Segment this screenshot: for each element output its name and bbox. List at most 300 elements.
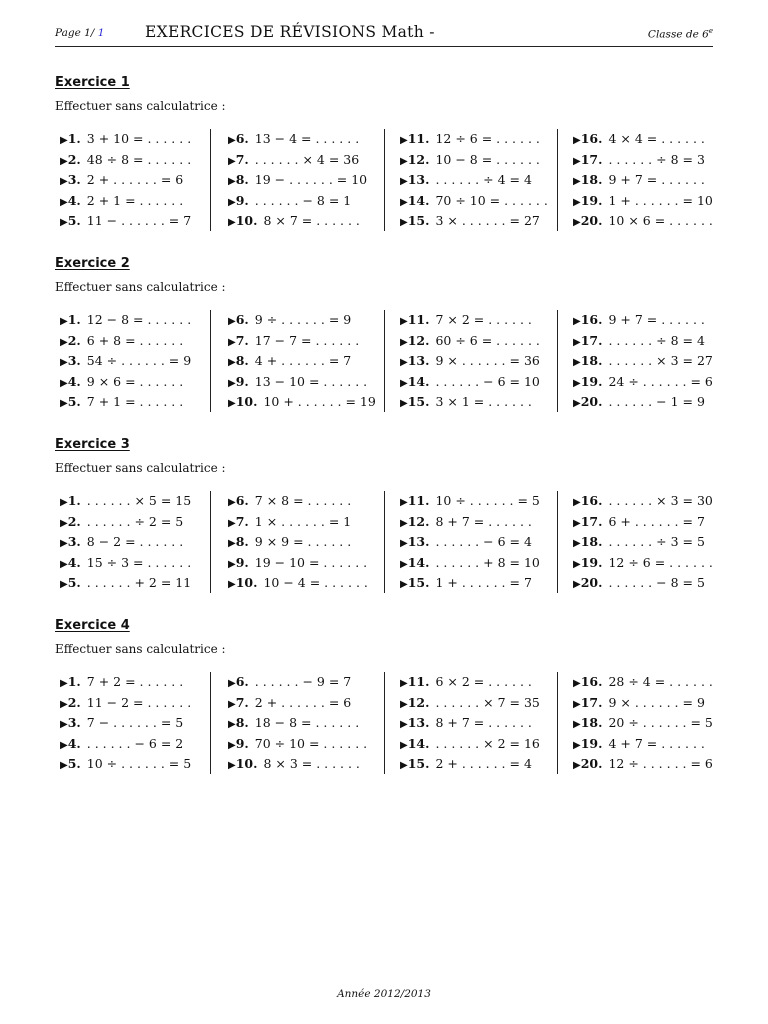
- exercise-item: [573, 532, 713, 553]
- item-number: [400, 353, 429, 368]
- item-number-text: 4.: [67, 192, 81, 208]
- exercise-item: [228, 672, 367, 693]
- triangle-bullet-icon: ▶: [60, 719, 68, 731]
- item-number: [573, 394, 602, 409]
- item-number-text: 10.: [235, 213, 258, 229]
- item-expression: 6 + . . . . . . = 7: [608, 513, 705, 529]
- item-expression: 8 × 7 = . . . . . .: [263, 213, 360, 229]
- exercise-item: [60, 512, 191, 533]
- item-expression: . . . . . . − 6 = 2: [86, 735, 184, 751]
- exercise-item: [400, 129, 548, 150]
- exercise-column: [60, 310, 191, 413]
- exercise-column: [557, 672, 713, 774]
- item-number: [400, 374, 429, 389]
- exercise-item: [60, 129, 191, 150]
- item-expression: 18 − 8 = . . . . . .: [254, 715, 360, 731]
- item-number-text: 3.: [67, 715, 81, 731]
- exercise-item: [573, 553, 713, 574]
- item-number: [228, 674, 249, 689]
- item-number-text: 20.: [580, 575, 603, 591]
- item-number: [400, 131, 429, 146]
- triangle-bullet-icon: ▶: [573, 678, 581, 689]
- item-expression: . . . . . . − 6 = 10: [435, 373, 540, 389]
- exercise-item: [400, 491, 540, 512]
- triangle-bullet-icon: ▶: [228, 678, 236, 689]
- item-expression: 1 + . . . . . . = 10: [608, 192, 713, 208]
- item-expression: . . . . . . ÷ 2 = 5: [86, 513, 184, 529]
- item-number-text: 12.: [407, 513, 430, 529]
- triangle-bullet-icon: ▶: [60, 398, 68, 410]
- item-number: [400, 193, 429, 208]
- item-number: [573, 213, 602, 228]
- item-number-text: 11.: [407, 674, 430, 689]
- item-number: [228, 213, 257, 228]
- triangle-bullet-icon: ▶: [60, 760, 68, 772]
- exercise-item: [573, 331, 713, 352]
- exercise-item: [228, 372, 376, 393]
- triangle-bullet-icon: ▶: [228, 357, 236, 369]
- item-number: [228, 131, 249, 146]
- item-expression: 2 + . . . . . . = 6: [254, 694, 352, 710]
- item-expression: 1 × . . . . . . = 1: [254, 513, 352, 529]
- exercise-block: [55, 436, 715, 595]
- exercise-item: [228, 512, 368, 533]
- exercise-item: [228, 211, 367, 232]
- item-expression: . . . . . . + 8 = 10: [435, 554, 540, 570]
- item-number-text: 20.: [580, 213, 603, 229]
- item-expression: 10 × 6 = . . . . . .: [608, 213, 713, 229]
- item-number: [573, 152, 602, 167]
- item-number: [573, 193, 602, 208]
- item-number-text: 13.: [407, 534, 430, 550]
- triangle-bullet-icon: ▶: [228, 760, 236, 772]
- item-expression: . . . . . . ÷ 4 = 4: [435, 172, 532, 188]
- item-expression: 12 − 8 = . . . . . .: [86, 312, 192, 327]
- exercise-item: [228, 351, 376, 372]
- item-number: [400, 674, 429, 689]
- exercise-item: [400, 754, 540, 775]
- item-number: [400, 152, 429, 167]
- item-number: [228, 152, 249, 167]
- triangle-bullet-icon: ▶: [60, 357, 68, 369]
- item-number-text: 8.: [235, 715, 249, 731]
- item-number-text: 17.: [580, 332, 603, 348]
- item-number-text: 11.: [407, 312, 430, 327]
- exercise-item: [400, 713, 540, 734]
- item-expression: 54 ÷ . . . . . . = 9: [86, 353, 192, 369]
- item-expression: 12 ÷ 6 = . . . . . .: [435, 131, 540, 146]
- item-number: [400, 172, 429, 187]
- exercise-item: [228, 754, 367, 775]
- item-number-text: 7.: [235, 694, 249, 710]
- item-number: [573, 555, 602, 570]
- exercise-item: [60, 532, 191, 553]
- triangle-bullet-icon: ▶: [400, 678, 408, 689]
- exercise-item: [400, 672, 540, 693]
- exercise-item: [400, 170, 548, 191]
- item-expression: 70 ÷ 10 = . . . . . .: [254, 735, 368, 751]
- item-number-text: 6.: [235, 312, 249, 327]
- triangle-bullet-icon: ▶: [400, 579, 408, 591]
- triangle-bullet-icon: ▶: [228, 135, 236, 146]
- item-number: [573, 695, 602, 710]
- item-expression: 1 + . . . . . . = 7: [435, 575, 532, 591]
- item-expression: 3 × . . . . . . = 27: [435, 213, 540, 229]
- exercise-item: [573, 693, 713, 714]
- item-number-text: 13.: [407, 715, 430, 731]
- item-number-text: 14.: [407, 373, 430, 389]
- triangle-bullet-icon: ▶: [228, 538, 236, 550]
- exercise-item: [400, 310, 540, 331]
- item-expression: 10 ÷ . . . . . . = 5: [86, 756, 192, 772]
- exercise-item: [573, 150, 713, 171]
- item-number: [60, 555, 81, 570]
- item-expression: . . . . . . × 3 = 27: [608, 353, 713, 369]
- item-number-text: 9.: [235, 554, 249, 570]
- page-indicator: [55, 27, 104, 39]
- item-number-text: 5.: [67, 394, 81, 410]
- triangle-bullet-icon: ▶: [228, 558, 236, 570]
- exercise-column: [210, 491, 368, 593]
- item-expression: . . . . . . − 8 = 1: [254, 192, 352, 208]
- item-number-text: 9.: [235, 192, 249, 208]
- page-total-link[interactable]: 1: [97, 27, 105, 39]
- item-expression: 20 ÷ . . . . . . = 5: [608, 715, 713, 731]
- triangle-bullet-icon: ▶: [60, 316, 68, 327]
- exercise-item: [60, 553, 191, 574]
- item-number: [228, 756, 257, 771]
- triangle-bullet-icon: ▶: [60, 538, 68, 550]
- triangle-bullet-icon: ▶: [400, 398, 408, 410]
- item-number: [400, 715, 429, 730]
- item-number: [60, 715, 81, 730]
- triangle-bullet-icon: ▶: [228, 196, 236, 208]
- item-expression: 7 + 2 = . . . . . .: [86, 674, 184, 689]
- item-number: [60, 152, 81, 167]
- exercise-column: [384, 310, 540, 412]
- exercise-item: [228, 129, 367, 150]
- item-number: [60, 736, 81, 751]
- item-expression: 4 + 7 = . . . . . .: [608, 735, 705, 751]
- item-expression: 9 × 6 = . . . . . .: [86, 373, 184, 389]
- exercise-item: [60, 211, 191, 232]
- exercise-item: [573, 512, 713, 533]
- item-expression: 3 × 1 = . . . . . .: [435, 394, 532, 410]
- item-number: [60, 575, 81, 590]
- triangle-bullet-icon: ▶: [228, 176, 236, 188]
- triangle-bullet-icon: ▶: [573, 760, 581, 772]
- item-number: [573, 534, 602, 549]
- item-expression: 10 ÷ . . . . . . = 5: [435, 493, 540, 508]
- exercise-item: [573, 392, 713, 413]
- triangle-bullet-icon: ▶: [60, 176, 68, 188]
- triangle-bullet-icon: ▶: [573, 217, 581, 229]
- item-number-text: 2.: [67, 332, 81, 348]
- exercise-instruction: Effectuer sans calculatrice :: [55, 99, 226, 113]
- exercise-column: [210, 129, 367, 231]
- exercise-item: [573, 351, 713, 372]
- item-expression: 7 + 1 = . . . . . .: [86, 394, 184, 410]
- item-number: [573, 756, 602, 771]
- exercise-item: [60, 351, 191, 372]
- triangle-bullet-icon: ▶: [573, 196, 581, 208]
- item-number-text: 17.: [580, 513, 603, 529]
- item-number: [60, 756, 81, 771]
- item-expression: 28 ÷ 4 = . . . . . .: [608, 674, 713, 689]
- exercise-item: [228, 532, 368, 553]
- item-number: [400, 213, 429, 228]
- item-number-text: 2.: [67, 513, 81, 529]
- item-expression: 8 × 3 = . . . . . .: [263, 756, 360, 772]
- item-number-text: 20.: [580, 756, 603, 772]
- item-number: [573, 312, 602, 327]
- triangle-bullet-icon: ▶: [400, 517, 408, 529]
- item-number-text: 19.: [580, 373, 603, 389]
- item-number-text: 19.: [580, 554, 603, 570]
- item-expression: 13 − 4 = . . . . . .: [254, 131, 360, 146]
- item-expression: 2 + . . . . . . = 6: [86, 172, 184, 188]
- item-number-text: 11.: [407, 493, 430, 508]
- item-number-text: 1.: [67, 312, 81, 327]
- exercise-item: [228, 310, 376, 331]
- exercise-column: [384, 129, 548, 231]
- item-number-text: 3.: [67, 353, 81, 369]
- item-number-text: 5.: [67, 575, 81, 591]
- class-label: [648, 27, 713, 41]
- triangle-bullet-icon: ▶: [228, 739, 236, 751]
- item-number-text: 14.: [407, 735, 430, 751]
- exercise-item: [400, 392, 540, 413]
- exercise-item: [573, 734, 713, 755]
- item-number: [60, 333, 81, 348]
- exercise-grid: [55, 491, 715, 595]
- triangle-bullet-icon: ▶: [573, 336, 581, 348]
- exercise-item: [60, 672, 191, 693]
- triangle-bullet-icon: ▶: [400, 357, 408, 369]
- item-expression: . . . . . . ÷ 8 = 3: [608, 151, 705, 167]
- item-number: [400, 333, 429, 348]
- item-number: [60, 534, 81, 549]
- exercise-item: [228, 734, 367, 755]
- exercise-grid: [55, 310, 715, 414]
- exercise-block: [55, 74, 715, 233]
- item-expression: . . . . . . × 2 = 16: [435, 735, 540, 751]
- item-number-text: 6.: [235, 674, 249, 689]
- exercise-column: [210, 672, 367, 774]
- exercise-item: [400, 372, 540, 393]
- exercise-column: [557, 129, 713, 231]
- triangle-bullet-icon: ▶: [400, 155, 408, 167]
- triangle-bullet-icon: ▶: [400, 760, 408, 772]
- page-footer: Année 2012/2013: [337, 988, 431, 1000]
- triangle-bullet-icon: ▶: [573, 538, 581, 550]
- triangle-bullet-icon: ▶: [60, 336, 68, 348]
- item-expression: 13 − 10 = . . . . . .: [254, 373, 368, 389]
- item-number: [228, 394, 257, 409]
- item-number: [228, 374, 249, 389]
- item-expression: 9 + 7 = . . . . . .: [608, 312, 705, 327]
- exercise-item: [573, 191, 713, 212]
- item-expression: 4 + . . . . . . = 7: [254, 353, 352, 369]
- item-expression: 12 ÷ . . . . . . = 6: [608, 756, 713, 772]
- exercise-item: [573, 672, 713, 693]
- item-number: [400, 534, 429, 549]
- triangle-bullet-icon: ▶: [228, 398, 236, 410]
- triangle-bullet-icon: ▶: [60, 517, 68, 529]
- triangle-bullet-icon: ▶: [573, 719, 581, 731]
- item-number-text: 4.: [67, 373, 81, 389]
- item-number: [228, 695, 249, 710]
- exercise-item: [228, 191, 367, 212]
- triangle-bullet-icon: ▶: [60, 579, 68, 591]
- item-number: [573, 374, 602, 389]
- item-expression: 19 − . . . . . . = 10: [254, 172, 368, 188]
- item-number: [60, 312, 81, 327]
- triangle-bullet-icon: ▶: [400, 176, 408, 188]
- exercise-item: [60, 573, 191, 594]
- exercise-item: [400, 191, 548, 212]
- exercise-title: Exercice 3: [55, 437, 130, 452]
- item-number-text: 2.: [67, 151, 81, 167]
- item-expression: 10 + . . . . . . = 19: [263, 394, 376, 410]
- item-number: [60, 172, 81, 187]
- item-number: [573, 131, 602, 146]
- triangle-bullet-icon: ▶: [228, 719, 236, 731]
- item-number: [573, 715, 602, 730]
- item-expression: . . . . . . × 3 = 30: [608, 493, 713, 508]
- item-expression: . . . . . . × 4 = 36: [254, 151, 360, 167]
- exercise-item: [400, 211, 548, 232]
- item-expression: 7 × 8 = . . . . . .: [254, 493, 352, 508]
- item-number: [573, 514, 602, 529]
- item-number-text: 9.: [235, 373, 249, 389]
- exercise-item: [60, 491, 191, 512]
- page-header: [55, 22, 713, 47]
- item-number: [60, 674, 81, 689]
- triangle-bullet-icon: ▶: [400, 135, 408, 146]
- triangle-bullet-icon: ▶: [573, 579, 581, 591]
- item-number-text: 10.: [235, 394, 258, 410]
- item-expression: 19 − 10 = . . . . . .: [254, 554, 368, 570]
- triangle-bullet-icon: ▶: [228, 316, 236, 327]
- item-number: [228, 534, 249, 549]
- item-expression: 8 − 2 = . . . . . .: [86, 534, 184, 550]
- item-number-text: 20.: [580, 394, 603, 410]
- exercise-item: [400, 331, 540, 352]
- exercise-item: [400, 512, 540, 533]
- exercise-item: [60, 310, 191, 331]
- triangle-bullet-icon: ▶: [400, 377, 408, 389]
- exercise-column: [384, 491, 540, 593]
- triangle-bullet-icon: ▶: [400, 316, 408, 327]
- triangle-bullet-icon: ▶: [573, 558, 581, 570]
- exercise-item: [400, 532, 540, 553]
- item-expression: 70 ÷ 10 = . . . . . .: [435, 192, 548, 208]
- item-number-text: 12.: [407, 332, 430, 348]
- triangle-bullet-icon: ▶: [60, 678, 68, 689]
- item-expression: 24 ÷ . . . . . . = 6: [608, 373, 713, 389]
- exercise-column: [557, 491, 713, 593]
- item-number-text: 8.: [235, 353, 249, 369]
- item-expression: 10 − 8 = . . . . . .: [435, 151, 540, 167]
- item-number-text: 6.: [235, 131, 249, 146]
- exercise-item: [60, 150, 191, 171]
- triangle-bullet-icon: ▶: [228, 517, 236, 529]
- item-expression: 2 + . . . . . . = 4: [435, 756, 532, 772]
- item-number-text: 18.: [580, 715, 603, 731]
- exercise-item: [60, 191, 191, 212]
- item-number: [400, 514, 429, 529]
- item-number: [400, 493, 429, 508]
- exercise-title: Exercice 4: [55, 618, 130, 633]
- item-expression: 7 × 2 = . . . . . .: [435, 312, 532, 327]
- triangle-bullet-icon: ▶: [573, 176, 581, 188]
- item-number-text: 5.: [67, 213, 81, 229]
- triangle-bullet-icon: ▶: [573, 698, 581, 710]
- item-expression: 9 ÷ . . . . . . = 9: [254, 312, 352, 327]
- item-expression: 6 × 2 = . . . . . .: [435, 674, 532, 689]
- item-number: [573, 575, 602, 590]
- item-number: [400, 695, 429, 710]
- item-number-text: 8.: [235, 534, 249, 550]
- item-number: [228, 193, 249, 208]
- exercise-grid: [55, 129, 715, 233]
- triangle-bullet-icon: ▶: [60, 698, 68, 710]
- item-number: [60, 353, 81, 368]
- item-number: [228, 575, 257, 590]
- exercise-block: [55, 255, 715, 414]
- item-number: [400, 555, 429, 570]
- item-number: [228, 172, 249, 187]
- item-expression: . . . . . . ÷ 8 = 4: [608, 332, 705, 348]
- item-number-text: 7.: [235, 151, 249, 167]
- exercise-title: Exercice 1: [55, 75, 130, 90]
- exercise-item: [228, 170, 367, 191]
- exercise-column: [60, 129, 191, 232]
- item-number: [60, 374, 81, 389]
- exercise-item: [228, 713, 367, 734]
- item-number-text: 18.: [580, 353, 603, 369]
- triangle-bullet-icon: ▶: [228, 698, 236, 710]
- triangle-bullet-icon: ▶: [60, 558, 68, 570]
- triangle-bullet-icon: ▶: [60, 155, 68, 167]
- item-number: [60, 695, 81, 710]
- triangle-bullet-icon: ▶: [400, 698, 408, 710]
- exercise-item: [60, 693, 191, 714]
- item-number: [228, 493, 249, 508]
- item-number-text: 18.: [580, 172, 603, 188]
- item-number: [573, 674, 602, 689]
- item-number-text: 17.: [580, 694, 603, 710]
- item-number-text: 15.: [407, 394, 430, 410]
- triangle-bullet-icon: ▶: [573, 135, 581, 146]
- exercise-item: [573, 713, 713, 734]
- item-expression: 8 + 7 = . . . . . .: [435, 513, 532, 529]
- exercise-item: [60, 713, 191, 734]
- exercise-item: [60, 734, 191, 755]
- item-expression: . . . . . . × 5 = 15: [86, 493, 192, 508]
- exercise-grid: [55, 672, 715, 776]
- item-number-text: 7.: [235, 513, 249, 529]
- item-expression: 7 − . . . . . . = 5: [86, 715, 184, 731]
- item-expression: 8 + 7 = . . . . . .: [435, 715, 532, 731]
- item-number: [573, 353, 602, 368]
- item-expression: 6 + 8 = . . . . . .: [86, 332, 184, 348]
- exercise-column: [384, 672, 540, 774]
- item-number: [228, 514, 249, 529]
- item-number-text: 11.: [407, 131, 430, 146]
- triangle-bullet-icon: ▶: [573, 739, 581, 751]
